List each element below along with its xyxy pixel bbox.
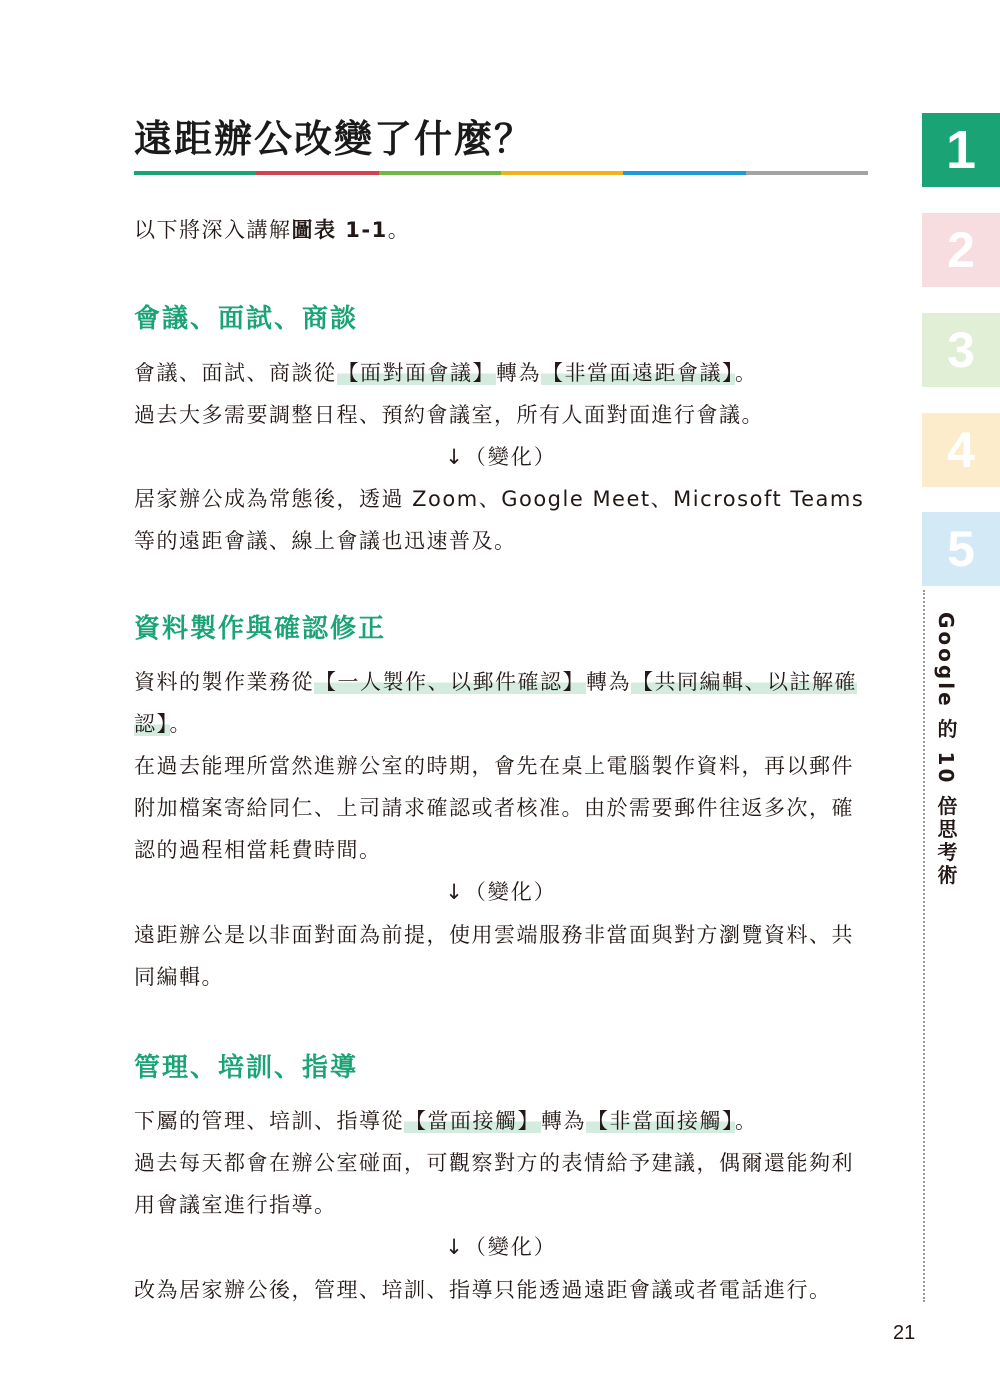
transition-statement: 資料的製作業務從【一人製作、以郵件確認】轉為【共同編輯、以註解確認】。 (134, 670, 857, 736)
rule-segment (134, 171, 256, 175)
change-arrow: ↓（變化） (445, 445, 557, 469)
after-paragraph: 居家辦公成為常態後，透過 Zoom、Google Meet、Microsoft Teams 等的遠距會議、線上會議也迅速普及。 (134, 487, 865, 553)
before-paragraph: 過去每天都會在辦公室碰面，可觀察對方的表情給予建議，偶爾還能夠利用會議室進行指導。 (134, 1151, 854, 1217)
change-arrow: ↓（變化） (445, 1235, 557, 1259)
transition-statement: 下屬的管理、培訓、指導從【當面接觸】轉為【非當面接觸】。 (134, 1109, 758, 1133)
rule-segment (379, 171, 501, 175)
section-heading: 管理、培訓、指導 (134, 1053, 359, 1083)
intro-paragraph: 以下將深入講解圖表 1-1。 (134, 218, 411, 242)
chapter-tab-5[interactable]: 5 (922, 512, 1000, 586)
highlight-to: 【非當面遠距會議】 (542, 361, 734, 385)
rule-segment (501, 171, 623, 175)
chapter-tab-3[interactable]: 3 (922, 313, 1000, 387)
rule-segment (256, 171, 378, 175)
figure-reference: 圖表 1-1 (291, 218, 388, 242)
chapter-tab-2[interactable]: 2 (922, 213, 1000, 287)
side-dotted-line (923, 590, 925, 1302)
chapter-tab-1[interactable]: 1 (922, 113, 1000, 187)
rule-segment (746, 171, 868, 175)
page-title: 遠距辦公改變了什麼？ (134, 117, 535, 161)
before-paragraph: 在過去能理所當然進辦公室的時期，會先在桌上電腦製作資料，再以郵件附加檔案寄給同仁、上司請求確認或者核准。由於需要郵件往返多次，確認的過程相當耗費時間。 (134, 754, 854, 862)
before-paragraph: 過去大多需要調整日程、預約會議室，所有人面對面進行會議。 (134, 403, 764, 427)
color-rule (134, 171, 868, 175)
transition-statement: 會議、面試、商談從【面對面會議】轉為【非當面遠距會議】。 (134, 361, 758, 385)
highlight-to: 【非當面接觸】 (587, 1109, 734, 1133)
rule-segment (623, 171, 745, 175)
chapter-tab-4[interactable]: 4 (922, 413, 1000, 487)
section-heading: 會議、面試、商談 (134, 304, 359, 334)
after-paragraph: 改為居家辦公後，管理、培訓、指導只能透過遠距會議或者電話進行。 (134, 1278, 832, 1302)
page-number: 21 (893, 1322, 916, 1344)
book-title-running-head: Google 的 10 倍思考術 (934, 612, 958, 888)
after-paragraph: 遠距辦公是以非面對面為前提，使用雲端服務非當面與對方瀏覽資料、共同編輯。 (134, 923, 854, 989)
highlight-to: 【共同編輯、以註解確認】 (134, 670, 857, 736)
highlight-from: 【當面接觸】 (405, 1109, 540, 1133)
highlight-from: 【一人製作、以郵件確認】 (315, 670, 585, 694)
highlight-from: 【面對面會議】 (337, 361, 495, 385)
change-arrow: ↓（變化） (445, 880, 557, 904)
section-heading: 資料製作與確認修正 (134, 614, 387, 644)
